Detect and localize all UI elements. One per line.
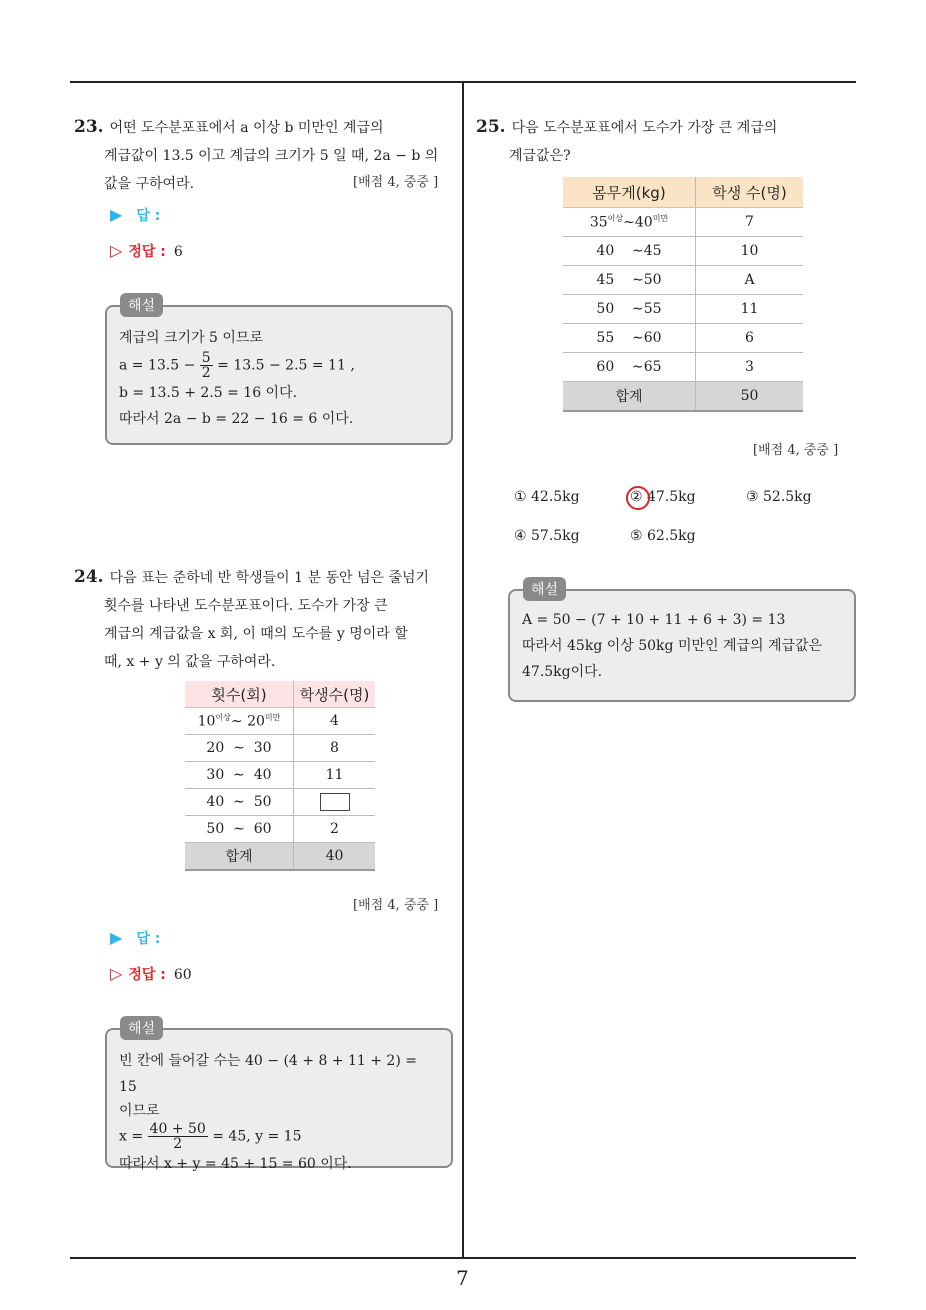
q24-row1-range: $10^{이상}\sim$ $20^{미만}$: [185, 708, 294, 735]
q24-total-value: 40: [294, 843, 376, 871]
q24-row-value: 11: [294, 762, 376, 789]
q24-sol-line3a: x =: [119, 1128, 144, 1145]
q24-sol-line2: 이므로: [119, 1103, 160, 1119]
q25-sol-line3: 47.5kg이다.: [522, 664, 603, 680]
q24-row-range: 40 ∼ 50: [185, 789, 294, 816]
outline-triangle-icon: ▷: [110, 964, 123, 983]
q23-sol-line2: [119, 351, 439, 380]
q23-meta: [배점 4, 중중 ]: [353, 175, 439, 190]
q24-line4: 때, x + y 의 값을 구하여라.: [104, 654, 276, 670]
q25-row-range: 55 ∼60: [563, 324, 696, 353]
q24-answer-row[interactable]: [110, 928, 160, 948]
q24-correct-value: 60: [173, 967, 192, 983]
q24-sol-line3b: = 45, y = 15: [212, 1128, 302, 1145]
table-row: [185, 762, 375, 789]
q23-line3: 값을 구하여라.: [104, 176, 195, 192]
q24-sol-line1: 빈 칸에 들어갈 수는 40 − (4 + 8 + 11 + 2) = 15: [119, 1053, 417, 1095]
q23-sol-line3: b = 13.5 + 2.5 = 16 이다.: [119, 385, 298, 401]
q25-line2: 계급값은?: [509, 148, 571, 164]
table-row: [563, 266, 803, 295]
q23-correct-label: 정답 :: [128, 244, 166, 260]
q25-header-col2: 학생 수(명): [696, 177, 804, 208]
q25-row-value: 10: [696, 237, 804, 266]
q25-total-value: 50: [696, 382, 804, 412]
q25-row-range: 45 ∼50: [563, 266, 696, 295]
q24-blank-cell: [294, 789, 376, 816]
table-row: [185, 816, 375, 843]
q25-number: 25.: [476, 117, 506, 137]
q23-sol-line1: 계급의 크기가 5 이므로: [119, 330, 263, 346]
q25-choice-1[interactable]: ① 42.5kg: [514, 489, 580, 505]
q24-sol-fraction: [148, 1122, 208, 1151]
bottom-rule: [70, 1257, 856, 1259]
q23-answer-row[interactable]: [110, 205, 160, 225]
q24-row1-value: 4: [294, 708, 376, 735]
q24-answer-label: 답 :: [136, 931, 161, 947]
q24-question: [74, 563, 459, 676]
table-header-row: [185, 681, 375, 708]
table-row: [563, 295, 803, 324]
q25-choice-3[interactable]: ③ 52.5kg: [746, 489, 812, 505]
q25-row-value: 6: [696, 324, 804, 353]
q24-solution-tag: 해설: [120, 1016, 163, 1040]
table-header-row: [563, 177, 803, 208]
table-row: [185, 735, 375, 762]
q24-row-range: 30 ∼ 40: [185, 762, 294, 789]
selected-choice-circle: [626, 486, 650, 510]
q25-row-range: 50 ∼55: [563, 295, 696, 324]
q23-sol-line4: 따라서 2a − b = 22 − 16 = 6 이다.: [119, 411, 354, 427]
q25-total-label: 합계: [563, 382, 696, 412]
q24-row-range: 20 ∼ 30: [185, 735, 294, 762]
q24-row-range: 50 ∼ 60: [185, 816, 294, 843]
q25-choice-5[interactable]: ⑤ 62.5kg: [630, 528, 696, 544]
table-row: [563, 324, 803, 353]
q24-frequency-table: [185, 681, 375, 871]
q24-header-col1: 횟수(회): [185, 681, 294, 708]
frac-denominator: 2: [201, 365, 211, 381]
q25-row-range: 60 ∼65: [563, 353, 696, 382]
q25-sol-line1: A = 50 − (7 + 10 + 11 + 6 + 3) = 13: [522, 612, 786, 628]
q25-solution-box: [508, 589, 856, 702]
q25-choice-4[interactable]: ④ 57.5kg: [514, 528, 580, 544]
q23-sol-line2b: = 13.5 − 2.5 = 11 ,: [217, 357, 355, 374]
q25-header-col1: 몸무게(kg): [563, 177, 696, 208]
q25-sol-line2: 따라서 45kg 이상 50kg 미만인 계급의 계급값은: [522, 638, 823, 654]
play-triangle-icon: ▶: [110, 205, 123, 224]
q23-line2: 계급값이 13.5 이고 계급의 크기가 5 일 때, 2a − b 의: [104, 148, 439, 164]
play-triangle-icon: ▶: [110, 928, 123, 947]
q23-solution-tag: 해설: [120, 293, 163, 317]
q25-choice-2[interactable]: ② 47.5kg: [630, 489, 696, 505]
q23-sol-line2a: a = 13.5 −: [119, 357, 196, 374]
q23-sol-fraction: [200, 351, 213, 380]
table-total-row: [563, 382, 803, 412]
table-row: [563, 353, 803, 382]
table-row: [563, 237, 803, 266]
q23-correct-value: 6: [173, 244, 183, 260]
q25-row-value: A: [696, 266, 804, 295]
frac-denominator: 2: [173, 1136, 183, 1152]
q25-frequency-table: [563, 177, 803, 412]
q24-sol-line4: 따라서 x + y = 45 + 15 = 60 이다.: [119, 1156, 352, 1172]
q25-row1-value: 7: [696, 208, 804, 237]
q24-solution-box: [105, 1028, 453, 1172]
q24-sol-line3: [119, 1122, 439, 1151]
q23-answer-label: 답 :: [136, 208, 161, 224]
q23-solution-box: [105, 305, 453, 445]
q24-row-value: 2: [294, 816, 376, 843]
q25-row-value: 11: [696, 295, 804, 324]
blank-box: [320, 793, 350, 811]
column-divider: [462, 81, 464, 1259]
table-total-row: [185, 843, 375, 871]
table-row: [185, 708, 375, 735]
table-row: [563, 208, 803, 237]
q24-correct-label: 정답 :: [128, 967, 166, 983]
q24-line3: 계급의 계급값을 x 회, 이 때의 도수를 y 명이라 할: [104, 626, 408, 642]
q25-question: [476, 113, 856, 170]
q23-correct-row: [110, 241, 183, 261]
q25-meta: [배점 4, 중중 ]: [753, 443, 839, 458]
q24-total-label: 합계: [185, 843, 294, 871]
q23-number: 23.: [74, 117, 104, 137]
q24-header-col2: 학생수(명): [294, 681, 376, 708]
q25-row1-range: $35^{이상}\sim 40^{미만}$: [563, 208, 696, 237]
q24-correct-row: [110, 964, 192, 984]
q25-row-range: 40 ∼45: [563, 237, 696, 266]
page-number: 7: [456, 1266, 469, 1290]
q23-line1: 어떤 도수분포표에서 a 이상 b 미만인 계급의: [109, 120, 384, 136]
q24-row-value: 8: [294, 735, 376, 762]
q24-number: 24.: [74, 567, 104, 587]
q24-line2: 횟수를 나타낸 도수분포표이다. 도수가 가장 큰: [104, 598, 388, 614]
q25-line1: 다음 도수분포표에서 도수가 가장 큰 계급의: [511, 120, 778, 136]
frac-numerator: 40 + 50: [149, 1121, 206, 1137]
table-row: [185, 789, 375, 816]
q24-meta: [배점 4, 중중 ]: [353, 898, 439, 913]
q24-line1: 다음 표는 준하네 반 학생들이 1 분 동안 넘은 줄넘기: [109, 570, 430, 586]
q25-row-value: 3: [696, 353, 804, 382]
frac-numerator: 5: [201, 350, 211, 366]
q25-solution-tag: 해설: [523, 577, 566, 601]
outline-triangle-icon: ▷: [110, 241, 123, 260]
